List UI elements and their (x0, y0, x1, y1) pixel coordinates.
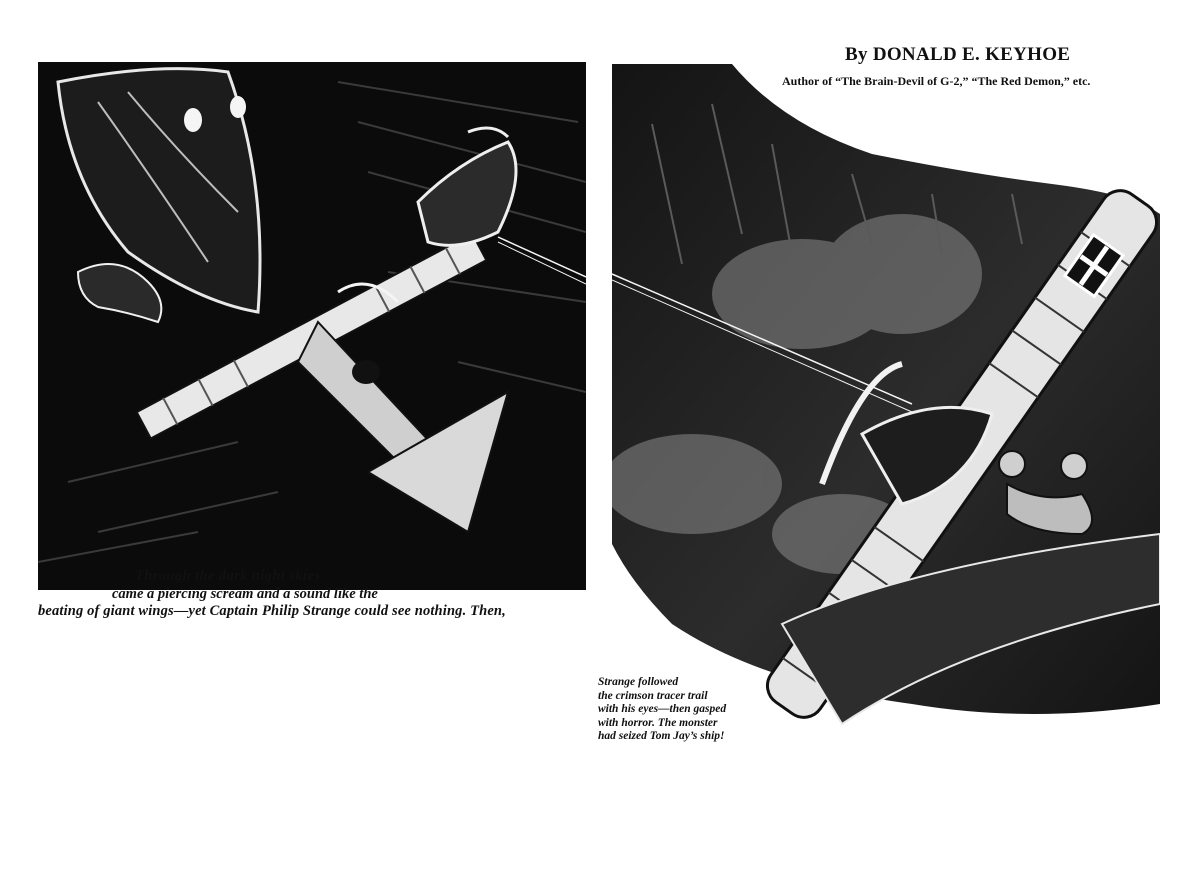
inset-caption (598, 676, 798, 744)
caption-line-2: came a piercing scream and a sound like the (112, 586, 378, 602)
inset-caption-line: Strange followed (598, 676, 679, 688)
illustration-german-biplane (612, 64, 1160, 760)
caption-line-3: beating of giant wings—yet Captain Philip Strange could see nothing. Then, (38, 603, 506, 619)
illustration-right-drawing (612, 64, 1160, 760)
inset-caption-line: with his eyes—then gasped (598, 703, 727, 715)
illustration-monster-biplane (38, 62, 586, 590)
author-note: Author of “The Brain-Devil of G-2,” “The Red Demon,” etc. (782, 74, 1091, 88)
illustration-left-drawing (38, 62, 586, 590)
inset-caption-line: with horror. The monster (598, 716, 718, 729)
cut-off-text-right (598, 776, 1158, 784)
caption-line-1: Through the dark night skies (135, 568, 321, 584)
byline: By DONALD E. KEYHOE (845, 44, 1071, 65)
cut-off-text-left (38, 618, 338, 625)
inset-caption-line: had seized Tom Jay’s ship! (598, 730, 725, 742)
inset-caption-line: the crimson tracer trail (598, 689, 708, 702)
